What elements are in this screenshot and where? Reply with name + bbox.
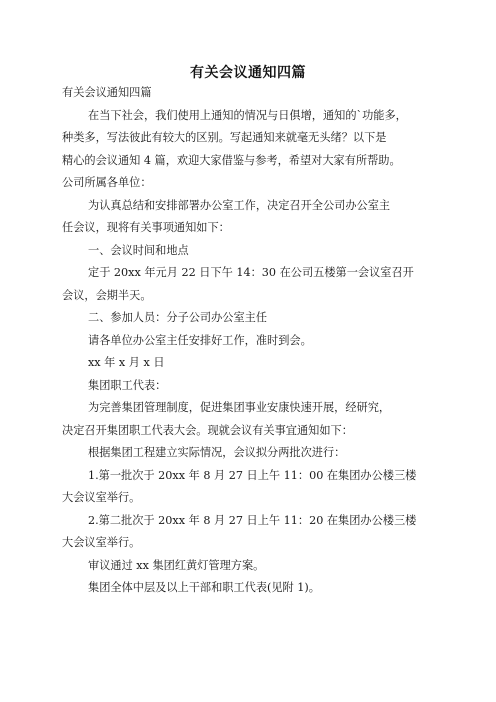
paragraph-line: 为认真总结和安排部署办公室工作，决定召开全公司办公室主: [88, 198, 391, 212]
paragraph-line: 任会议，现将有关事项通知如下：: [62, 221, 230, 234]
paragraph-line: 为完善集团管理制度，促进集团事业安康快速开展，经研究，: [88, 401, 391, 414]
document-body: [62, 82, 442, 600]
paragraph-line: 1.第一批次于 20xx 年 8 月 27 日上午 11：00 在集团办公楼三楼: [88, 468, 417, 482]
paragraph-line: 根据集团工程建立实际情况，会议拟分两批次进行：: [88, 446, 346, 459]
paragraph-line: 审议通过 xx 集团红黄灯管理方案。: [88, 558, 265, 572]
paragraph-line: xx 年 x 月 x 日: [88, 356, 165, 369]
paragraph-line: 精心的会议通知 4 篇，欢迎大家借鉴与参考，希望对大家有所帮助。: [62, 153, 401, 167]
paragraph-line: 二、参加人员：分子公司办公室主任: [88, 311, 268, 324]
document-title: 有关会议通知四篇: [190, 65, 306, 81]
paragraph-line: 决定召开集团职工代表大会。现就会议有关事宜通知如下：: [62, 423, 353, 437]
paragraph-line: 集团职工代表：: [88, 378, 167, 392]
paragraph-line: 会议，会期半天。: [62, 288, 152, 302]
paragraph-line: 种类多，写法彼此有较大的区别。写起通知来就毫无头绪？以下是: [62, 131, 387, 144]
paragraph-line: 定于 20xx 年元月 22 日下午 14：30 在公司五楼第一会议室召开: [88, 266, 414, 279]
paragraph-line: 大会议室举行。: [62, 491, 141, 504]
paragraph-line: 大会议室举行。: [62, 536, 141, 549]
paragraph-line: 集团全体中层及以上干部和职工代表(见附 1)。: [88, 581, 320, 594]
paragraph-line: 一、会议时间和地点: [88, 243, 189, 257]
paragraph-line: 有关会议通知四篇: [62, 86, 152, 99]
paragraph-line: 在当下社会，我们使用上通知的情况与日俱增，通知的`功能多，: [88, 108, 407, 122]
paragraph-line: 请各单位办公室主任安排好工作，准时到会。: [88, 333, 312, 347]
paragraph-line: 公司所属各单位：: [62, 176, 152, 189]
paragraph-line: 2.第二批次于 20xx 年 8 月 27 日上午 11：20 在集团办公楼三楼: [88, 513, 417, 527]
